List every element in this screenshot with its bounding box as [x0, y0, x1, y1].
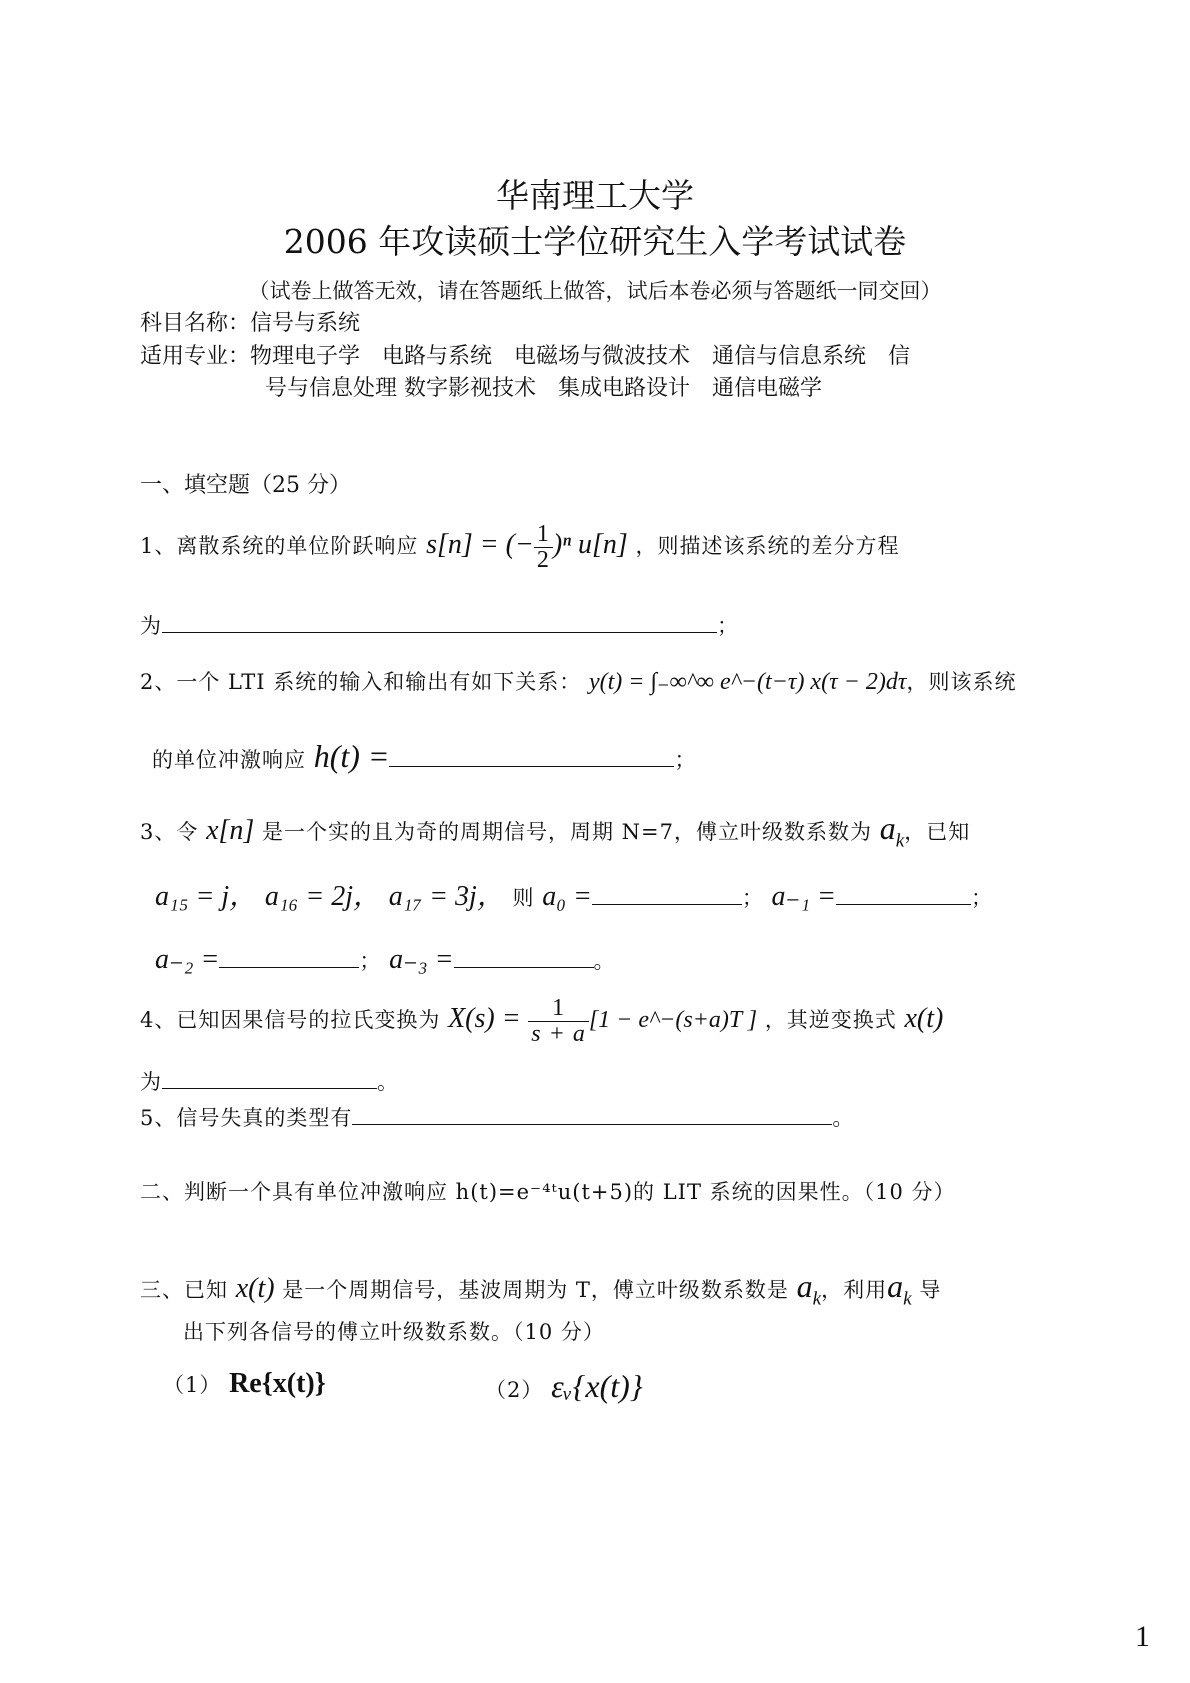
- q2-formula: y(t) = ∫₋∞^∞ e^−(t−τ) x(τ − 2)dτ: [588, 669, 907, 695]
- s3-ak: $a_k$: [796, 1268, 822, 1310]
- question-3: [140, 810, 970, 852]
- page-number: 1: [1135, 1620, 1150, 1653]
- question-4: [140, 996, 943, 1047]
- q3-x: x[n]: [206, 815, 255, 846]
- q3-sep-2: ；: [970, 886, 993, 910]
- q3-ak: $a_k$: [879, 810, 905, 852]
- s3-xt: x(t): [235, 1273, 275, 1304]
- q3-given-1: a₁₅ = j，: [155, 881, 258, 912]
- majors-line-1: 适用专业：物理电子学 电路与系统 电磁场与微波技术 通信与信息系统 信: [140, 344, 911, 369]
- q2-suffix: ，则该系统: [906, 670, 1017, 694]
- q4-xt: x(t): [904, 1003, 944, 1035]
- question-2: [140, 666, 1016, 696]
- section-3-line2: 出下列各信号的傅立叶级数系数。（10 分）: [183, 1320, 605, 1344]
- q4-rhs: [1 − e^−(s+a)T ]: [588, 1007, 758, 1034]
- q3-period: 。: [593, 949, 616, 973]
- q1-prefix: 1、离散系统的单位阶跃响应: [140, 534, 419, 559]
- q1-suffix: ，则描述该系统的差分方程: [635, 534, 900, 559]
- question-2-answer-line: [152, 738, 696, 775]
- q3-a-minus2: a₋₂ =: [155, 944, 220, 975]
- q3-given-2: a₁₆ = 2j，: [264, 881, 381, 912]
- majors-line-2: 号与信息处理 数字影视技术 集成电路设计 通信电磁学: [265, 376, 822, 401]
- s3-item2-formula: εᵥ{x(t)}: [551, 1368, 643, 1404]
- section-2: 二、判断一个具有单位冲激响应 h(t)=e⁻⁴ᵗu(t+5)的 LIT 系统的因果性。（10 分）: [140, 1180, 956, 1204]
- question-1-answer-line: [140, 610, 739, 640]
- s3-item-1: [163, 1368, 326, 1400]
- q5-text: 5、信号失真的类型有: [140, 1106, 353, 1130]
- q3-given-3: a₁₇ = 3j，: [388, 881, 505, 912]
- q3-then: 则: [512, 886, 535, 910]
- q4-suffix: ，其逆变换式: [764, 1008, 897, 1033]
- q2-end: ；: [674, 748, 697, 772]
- question-3-answers: [155, 942, 616, 976]
- section-1-heading: 一、填空题（25 分）: [140, 473, 351, 498]
- q4-fraction: $\frac{1}{s + a}$: [528, 996, 589, 1047]
- question-4-answer-line: [140, 1066, 399, 1096]
- q4-prefix: 4、已知因果信号的拉氏变换为: [140, 1008, 441, 1033]
- exam-notice: （试卷上做答无效，请在答题纸上做答，试后本卷必须与答题纸一同交回）: [248, 279, 942, 303]
- q2-formula-h: h(t) =: [313, 738, 390, 774]
- s3-prefix: 三、已知: [140, 1278, 228, 1302]
- q5-period: 。: [832, 1106, 855, 1130]
- q3-mid: 是一个实的且为奇的周期信号，周期 N=7，傅立叶级数系数为: [261, 820, 872, 844]
- q3-sep-1: ；: [741, 886, 764, 910]
- s3-item-2: [485, 1368, 643, 1405]
- s3-item2-label: （2）: [485, 1378, 544, 1402]
- q1-fraction: $\frac{1}{2}$: [534, 522, 553, 573]
- q4-lhs: X(s) =: [448, 1003, 521, 1035]
- q3-sep-3: ；: [359, 949, 382, 973]
- q2-answer-blank[interactable]: [389, 765, 674, 767]
- s3-item1-label: （1）: [163, 1373, 222, 1397]
- q1-line2-label: 为: [140, 614, 162, 638]
- q1-end: ；: [717, 614, 739, 638]
- subject-line: 科目名称：信号与系统: [140, 311, 361, 336]
- q3-a-minus3-blank[interactable]: [454, 966, 594, 968]
- question-1: [140, 522, 900, 573]
- q3-prefix: 3、令: [140, 820, 199, 844]
- q2-line2-label: 的单位冲激响应: [152, 748, 306, 772]
- university-title: 华南理工大学: [496, 176, 694, 215]
- q4-line2-label: 为: [140, 1070, 162, 1094]
- q3-a-minus1: a₋₁ =: [771, 881, 836, 912]
- exam-title: 2006 年攻读硕士学位研究生入学考试试卷: [283, 222, 907, 261]
- question-5: [140, 1102, 854, 1132]
- s3-mid: 是一个周期信号，基波周期为 T，傅立叶级数系数是: [282, 1278, 789, 1302]
- q2-prefix: 2、一个 LTI 系统的输入和输出有如下关系：: [140, 670, 582, 694]
- q3-a0: a₀ =: [542, 881, 592, 912]
- q3-a-minus1-blank[interactable]: [836, 903, 971, 905]
- q3-suffix: ，已知: [904, 820, 971, 844]
- q4-answer-blank[interactable]: [162, 1087, 377, 1089]
- s3-suffix: 导: [919, 1278, 942, 1302]
- q5-answer-blank[interactable]: [352, 1123, 832, 1125]
- s3-item1-formula: Re{x(t)}: [229, 1368, 326, 1399]
- q3-a0-blank[interactable]: [592, 903, 742, 905]
- s3-mid2: ，利用: [821, 1278, 888, 1302]
- s3-ak-2: $a_k$: [887, 1268, 912, 1310]
- question-3-given: [155, 874, 993, 914]
- q1-formula-lhs: s[n] = (−: [426, 529, 534, 561]
- section-3: [140, 1268, 941, 1310]
- q1-answer-blank[interactable]: [162, 631, 717, 633]
- q1-formula-rhs: )ⁿ u[n]: [552, 529, 628, 561]
- q4-period: 。: [377, 1070, 399, 1094]
- q3-a-minus3: a₋₃ =: [389, 944, 454, 975]
- q3-a-minus2-blank[interactable]: [219, 966, 359, 968]
